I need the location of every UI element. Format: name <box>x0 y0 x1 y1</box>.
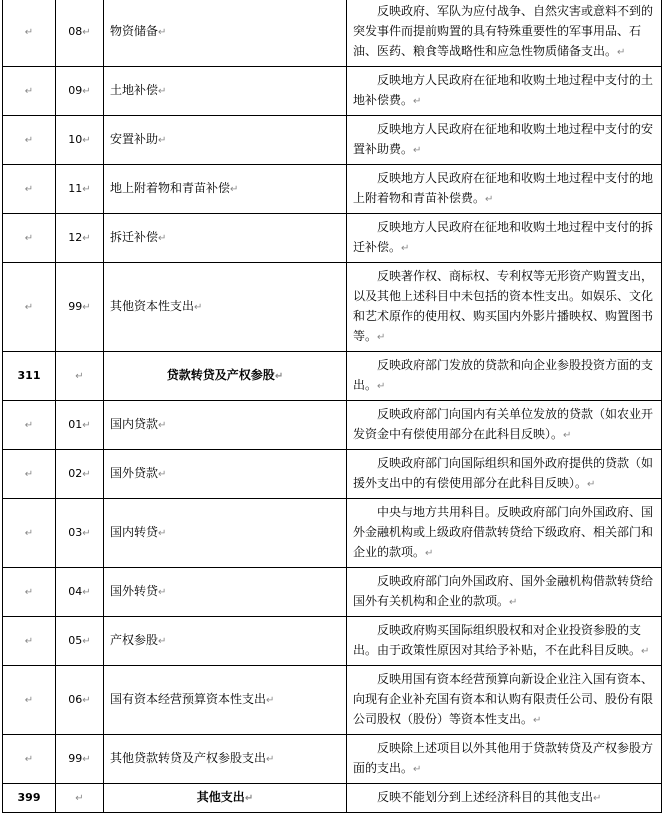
item-name: 国内贷款 <box>110 417 159 431</box>
paragraph-mark: ↵ <box>24 301 34 313</box>
item-name-cell <box>104 617 347 666</box>
class-code-cell <box>3 784 56 813</box>
item-name-cell <box>104 214 347 263</box>
description-cell <box>347 666 662 735</box>
paragraph-mark: ↵ <box>485 194 494 205</box>
item-code: 99 <box>68 751 83 765</box>
class-code-cell <box>3 401 56 450</box>
item-name: 物资储备 <box>110 24 159 38</box>
table-row <box>3 401 662 450</box>
item-description: 反映政府购买国际组织股权和对企业投资参股的支出。由于政策性原因对其给予补贴，不在此科目反映。 <box>353 623 642 657</box>
paragraph-mark: ↵ <box>413 96 422 107</box>
item-code-cell <box>56 0 104 67</box>
item-description: 反映地方人民政府在征地和收购土地过程中支付的地上附着物和青苗补偿费。 <box>353 171 654 205</box>
item-name: 国有资本经营预算资本性支出 <box>110 692 267 706</box>
class-code-cell <box>3 263 56 352</box>
paragraph-mark: ↵ <box>194 302 203 313</box>
item-name: 产权参股 <box>110 633 159 647</box>
item-code: 01 <box>68 417 83 431</box>
item-code-cell <box>56 784 104 813</box>
paragraph-mark: ↵ <box>158 27 167 38</box>
item-description: 反映不能划分到上述经济科目的其他支出 <box>377 790 594 804</box>
paragraph-mark: ↵ <box>24 232 34 244</box>
paragraph-mark: ↵ <box>82 26 91 38</box>
item-description: 反映政府、军队为应付战争、自然灾害或意料不到的突发事件而提前购置的具有特殊重要性的军事用品、石油、医药、粮食等战略性和应急性物质储备支出。 <box>353 4 654 58</box>
paragraph-mark: ↵ <box>158 233 167 244</box>
item-code-cell <box>56 401 104 450</box>
table-row <box>3 617 662 666</box>
item-code: 02 <box>68 466 83 480</box>
paragraph-mark: ↵ <box>82 694 91 706</box>
class-code-cell <box>3 214 56 263</box>
item-name-cell <box>104 352 347 401</box>
item-code: 06 <box>68 692 83 706</box>
paragraph-mark: ↵ <box>82 232 91 244</box>
item-name: 贷款转贷及产权参股 <box>166 368 275 382</box>
paragraph-mark: ↵ <box>509 597 518 608</box>
table-row <box>3 666 662 735</box>
item-description: 反映地方人民政府在征地和收购土地过程中支付的拆迁补偿。 <box>353 220 654 254</box>
paragraph-mark: ↵ <box>82 468 91 480</box>
paragraph-mark: ↵ <box>82 419 91 431</box>
paragraph-mark: ↵ <box>563 430 572 441</box>
paragraph-mark: ↵ <box>158 469 167 480</box>
item-name-cell <box>104 401 347 450</box>
paragraph-mark: ↵ <box>377 332 386 343</box>
item-code-cell <box>56 450 104 499</box>
item-code: 10 <box>68 132 83 146</box>
item-name: 国外贷款 <box>110 466 159 480</box>
paragraph-mark: ↵ <box>401 243 410 254</box>
item-name-cell <box>104 165 347 214</box>
expenditure-classification-table <box>2 0 662 813</box>
item-code: 05 <box>68 633 83 647</box>
item-name: 其他资本性支出 <box>110 299 195 313</box>
paragraph-mark: ↵ <box>377 381 386 392</box>
paragraph-mark: ↵ <box>75 370 84 382</box>
table-row <box>3 165 662 214</box>
paragraph-mark: ↵ <box>24 586 34 598</box>
description-cell <box>347 67 662 116</box>
paragraph-mark: ↵ <box>24 694 34 706</box>
paragraph-mark: ↵ <box>24 183 34 195</box>
description-cell <box>347 352 662 401</box>
class-code-cell <box>3 67 56 116</box>
item-name: 国外转贷 <box>110 584 159 598</box>
item-code-cell <box>56 165 104 214</box>
item-name-cell <box>104 568 347 617</box>
description-cell <box>347 617 662 666</box>
paragraph-mark: ↵ <box>587 479 596 490</box>
item-code-cell <box>56 116 104 165</box>
paragraph-mark: ↵ <box>266 754 275 765</box>
item-code: 09 <box>68 83 83 97</box>
paragraph-mark: ↵ <box>24 753 34 765</box>
item-code-cell <box>56 617 104 666</box>
item-name: 国内转贷 <box>110 525 159 539</box>
item-name: 其他贷款转贷及产权参股支出 <box>110 751 267 765</box>
paragraph-mark: ↵ <box>82 527 91 539</box>
table-row <box>3 568 662 617</box>
item-description: 反映政府部门向国际组织和国外政府提供的贷款（如援外支出中的有偿使用部分在此科目反映）。 <box>353 456 654 490</box>
description-cell <box>347 499 662 568</box>
table-row <box>3 735 662 784</box>
paragraph-mark: ↵ <box>158 135 167 146</box>
item-code-cell <box>56 499 104 568</box>
item-name-cell <box>104 116 347 165</box>
item-code: 99 <box>68 299 83 313</box>
paragraph-mark: ↵ <box>82 85 91 97</box>
paragraph-mark: ↵ <box>24 527 34 539</box>
table-row <box>3 0 662 67</box>
class-code: 311 <box>17 369 41 382</box>
paragraph-mark: ↵ <box>274 371 284 382</box>
item-code-cell <box>56 67 104 116</box>
table-row <box>3 116 662 165</box>
description-cell <box>347 568 662 617</box>
item-code-cell <box>56 214 104 263</box>
paragraph-mark: ↵ <box>533 715 542 726</box>
class-code-cell <box>3 666 56 735</box>
table-row <box>3 784 662 813</box>
class-code-cell <box>3 499 56 568</box>
item-code: 11 <box>68 181 83 195</box>
paragraph-mark: ↵ <box>158 86 167 97</box>
item-name-cell <box>104 0 347 67</box>
paragraph-mark: ↵ <box>24 419 34 431</box>
item-name-cell <box>104 450 347 499</box>
class-code-cell <box>3 0 56 67</box>
item-description: 反映地方人民政府在征地和收购土地过程中支付的土地补偿费。 <box>353 73 654 107</box>
table-row <box>3 214 662 263</box>
paragraph-mark: ↵ <box>24 635 34 647</box>
item-name: 地上附着物和青苗补偿 <box>110 181 231 195</box>
paragraph-mark: ↵ <box>593 793 602 804</box>
item-name-cell <box>104 784 347 813</box>
paragraph-mark: ↵ <box>413 145 422 156</box>
class-code-cell <box>3 735 56 784</box>
table-row <box>3 450 662 499</box>
paragraph-mark: ↵ <box>617 47 626 58</box>
class-code-cell <box>3 352 56 401</box>
item-description: 反映用国有资本经营预算向新设企业注入国有资本、向现有企业补充国有资本和认购有限责任公司、股份有限公司股权（股份）等资本性支出。 <box>353 672 654 726</box>
paragraph-mark: ↵ <box>24 134 34 146</box>
paragraph-mark: ↵ <box>425 548 434 559</box>
description-cell <box>347 116 662 165</box>
item-name-cell <box>104 263 347 352</box>
class-code-cell <box>3 568 56 617</box>
class-code-cell <box>3 617 56 666</box>
item-code-cell <box>56 568 104 617</box>
item-name-cell <box>104 67 347 116</box>
item-description: 反映除上述项目以外其他用于贷款转贷及产权参股方面的支出。 <box>353 741 654 775</box>
paragraph-mark: ↵ <box>158 587 167 598</box>
description-cell <box>347 165 662 214</box>
item-code-cell <box>56 352 104 401</box>
item-code: 08 <box>68 24 83 38</box>
paragraph-mark: ↵ <box>82 183 91 195</box>
item-description: 反映地方人民政府在征地和收购土地过程中支付的安置补助费。 <box>353 122 654 156</box>
paragraph-mark: ↵ <box>82 301 91 313</box>
paragraph-mark: ↵ <box>230 184 239 195</box>
paragraph-mark: ↵ <box>82 134 91 146</box>
item-name: 拆迁补偿 <box>110 230 159 244</box>
item-name-cell <box>104 499 347 568</box>
paragraph-mark: ↵ <box>158 528 167 539</box>
item-description: 反映著作权、商标权、专利权等无形资产购置支出，以及其他上述科目中未包括的资本性支出。如娱乐、文化和艺术原作的使用权、购买国内外影片播映权、购置图书等。 <box>353 269 654 343</box>
description-cell <box>347 0 662 67</box>
item-name-cell <box>104 735 347 784</box>
class-code-cell <box>3 450 56 499</box>
item-code-cell <box>56 666 104 735</box>
paragraph-mark: ↵ <box>641 646 650 657</box>
table-row <box>3 352 662 401</box>
paragraph-mark: ↵ <box>75 792 84 804</box>
table-row <box>3 499 662 568</box>
paragraph-mark: ↵ <box>158 420 167 431</box>
paragraph-mark: ↵ <box>413 764 422 775</box>
paragraph-mark: ↵ <box>244 793 254 804</box>
description-cell <box>347 214 662 263</box>
description-cell <box>347 735 662 784</box>
item-description: 反映政府部门发放的贷款和向企业参股投资方面的支出。 <box>353 358 654 392</box>
item-code-cell <box>56 263 104 352</box>
item-code: 03 <box>68 525 83 539</box>
paragraph-mark: ↵ <box>24 26 34 38</box>
class-code-cell <box>3 165 56 214</box>
paragraph-mark: ↵ <box>82 586 91 598</box>
paragraph-mark: ↵ <box>266 695 275 706</box>
item-name: 土地补偿 <box>110 83 159 97</box>
class-code: 399 <box>17 791 41 804</box>
item-description: 反映政府部门向国内有关单位发放的贷款（如农业开发资金中有偿使用部分在此科目反映）。 <box>353 407 654 441</box>
description-cell <box>347 401 662 450</box>
paragraph-mark: ↵ <box>24 85 34 97</box>
item-code: 12 <box>68 230 83 244</box>
paragraph-mark: ↵ <box>82 635 91 647</box>
item-name: 安置补助 <box>110 132 159 146</box>
table-row <box>3 67 662 116</box>
class-code-cell <box>3 116 56 165</box>
table-row <box>3 263 662 352</box>
item-name: 其他支出 <box>196 790 245 804</box>
description-cell <box>347 450 662 499</box>
item-description: 中央与地方共用科目。反映政府部门向外国政府、国外金融机构或上级政府借款转贷给下级政府、相关部门和企业的款项。 <box>353 505 654 559</box>
paragraph-mark: ↵ <box>82 753 91 765</box>
description-cell <box>347 263 662 352</box>
item-code-cell <box>56 735 104 784</box>
paragraph-mark: ↵ <box>158 636 167 647</box>
paragraph-mark: ↵ <box>24 468 34 480</box>
description-cell <box>347 784 662 813</box>
item-name-cell <box>104 666 347 735</box>
table-body <box>3 0 662 813</box>
item-description: 反映政府部门向外国政府、国外金融机构借款转贷给国外有关机构和企业的款项。 <box>353 574 654 608</box>
item-code: 04 <box>68 584 83 598</box>
